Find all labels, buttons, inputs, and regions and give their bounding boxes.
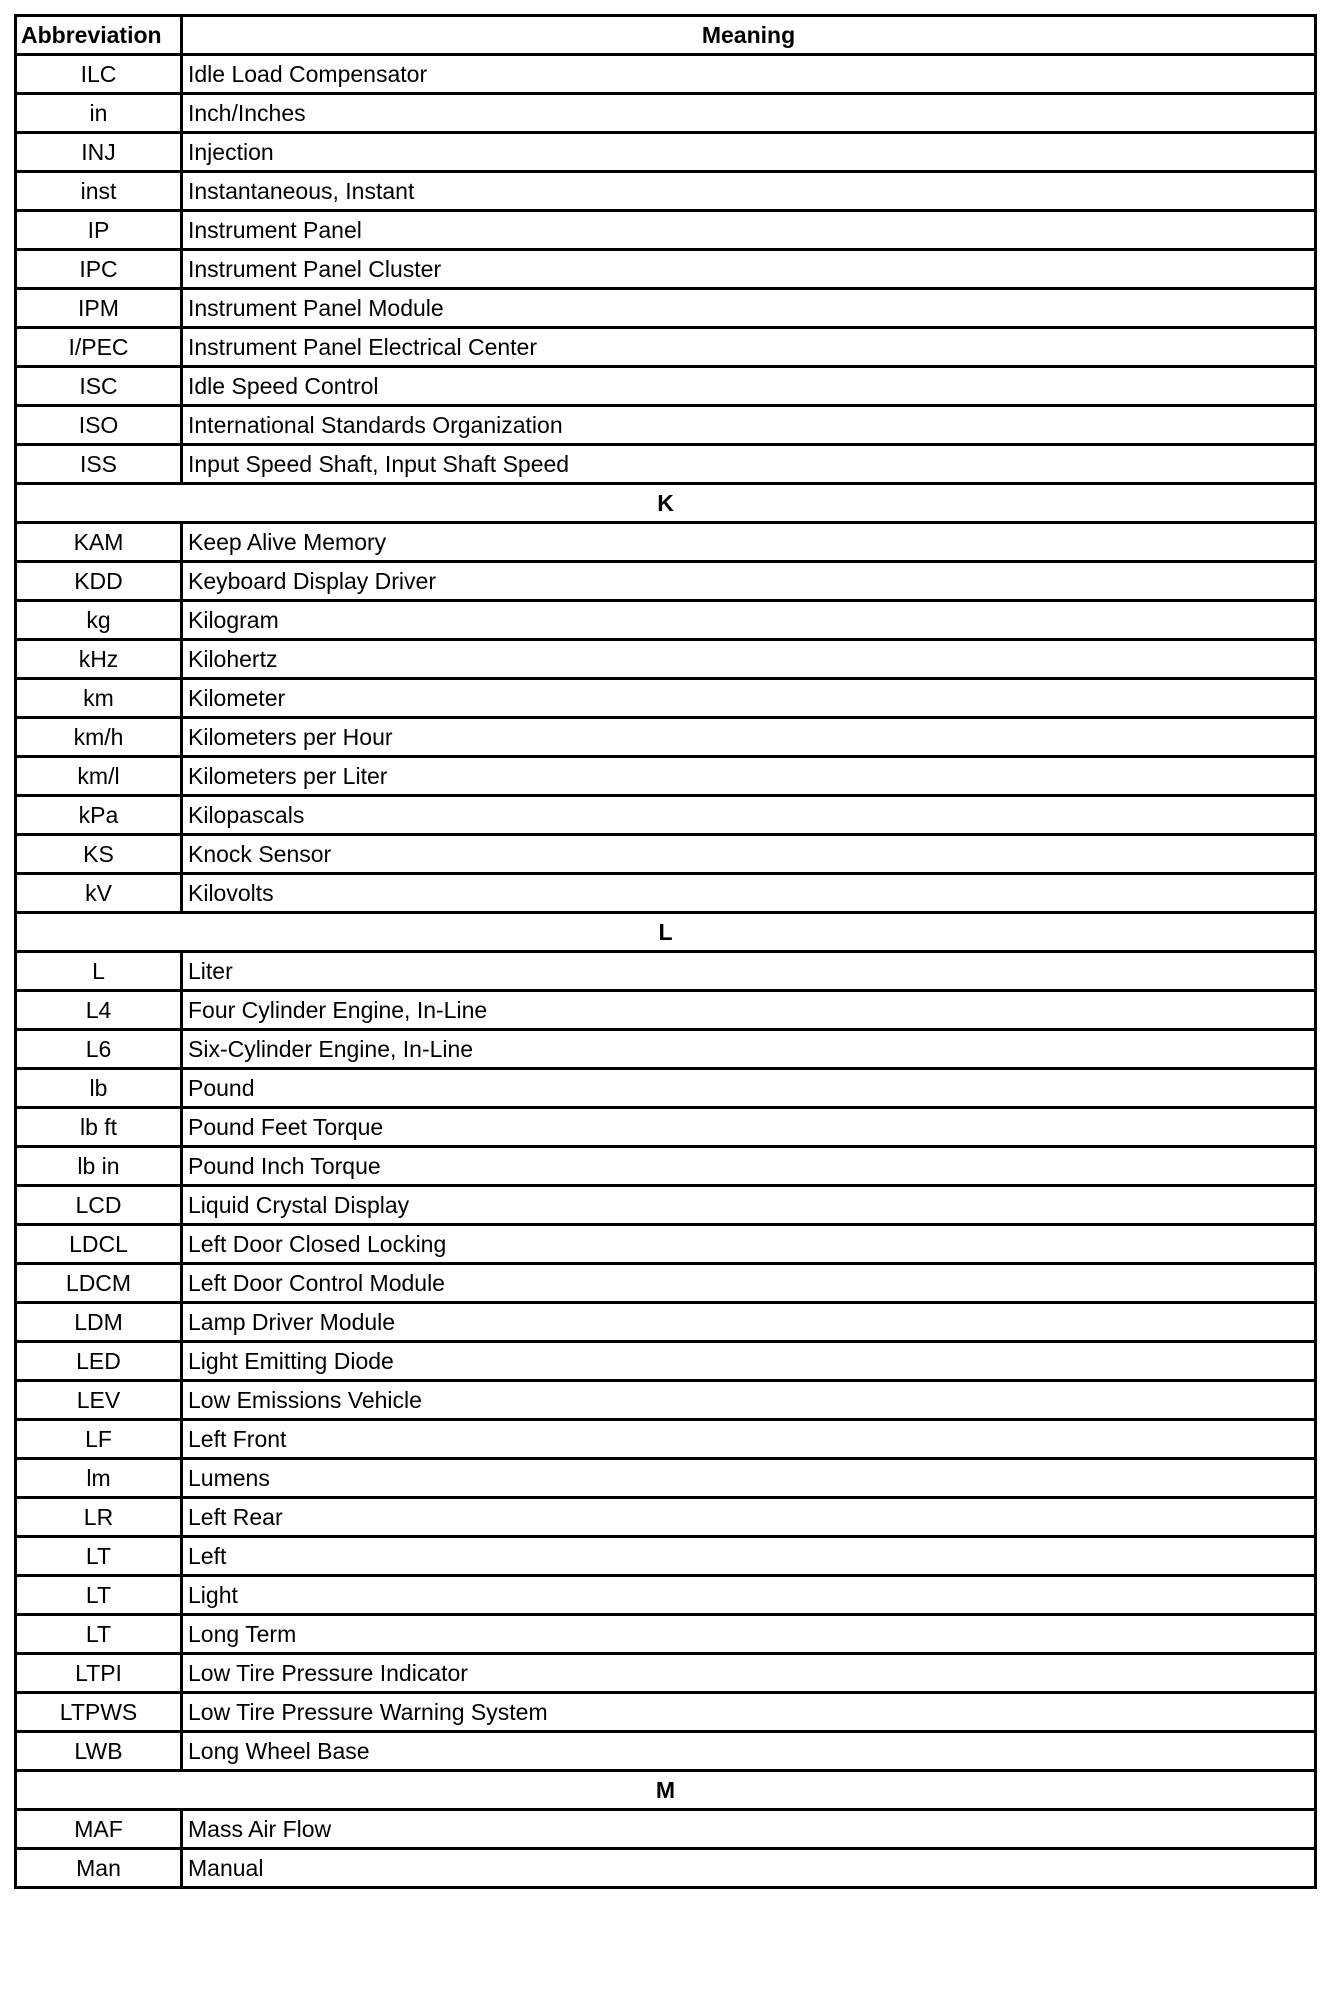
table-row xyxy=(16,367,1316,406)
abbreviation-cell: km/h xyxy=(16,718,182,757)
table-row xyxy=(16,1225,1316,1264)
abbreviation-cell: LT xyxy=(16,1576,182,1615)
table-row xyxy=(16,1459,1316,1498)
table-row xyxy=(16,1537,1316,1576)
abbreviation-table xyxy=(14,14,1317,1889)
table-row xyxy=(16,796,1316,835)
abbreviation-cell: LT xyxy=(16,1615,182,1654)
header-abbreviation: Abbreviation xyxy=(16,16,182,55)
table-row xyxy=(16,1264,1316,1303)
section-row xyxy=(16,484,1316,523)
table-row xyxy=(16,1654,1316,1693)
abbreviation-cell: INJ xyxy=(16,133,182,172)
meaning-cell: Kilovolts xyxy=(182,874,1316,913)
table-body xyxy=(16,55,1316,1888)
abbreviation-cell: LEV xyxy=(16,1381,182,1420)
meaning-cell: Manual xyxy=(182,1849,1316,1888)
abbreviation-cell: LED xyxy=(16,1342,182,1381)
meaning-cell: Left Front xyxy=(182,1420,1316,1459)
meaning-cell: Injection xyxy=(182,133,1316,172)
table-row xyxy=(16,523,1316,562)
meaning-cell: Liter xyxy=(182,952,1316,991)
abbreviation-cell: km/l xyxy=(16,757,182,796)
meaning-cell: Idle Speed Control xyxy=(182,367,1316,406)
table-header-row xyxy=(16,16,1316,55)
abbreviation-cell: kPa xyxy=(16,796,182,835)
meaning-cell: Instantaneous, Instant xyxy=(182,172,1316,211)
abbreviation-cell: MAF xyxy=(16,1810,182,1849)
meaning-cell: Left xyxy=(182,1537,1316,1576)
section-row xyxy=(16,913,1316,952)
abbreviation-cell: LCD xyxy=(16,1186,182,1225)
abbreviation-cell: LTPWS xyxy=(16,1693,182,1732)
table-row xyxy=(16,1186,1316,1225)
meaning-cell: Kilometer xyxy=(182,679,1316,718)
abbreviation-cell: L6 xyxy=(16,1030,182,1069)
meaning-cell: Lumens xyxy=(182,1459,1316,1498)
meaning-cell: Instrument Panel xyxy=(182,211,1316,250)
meaning-cell: Kilometers per Hour xyxy=(182,718,1316,757)
table-row xyxy=(16,601,1316,640)
abbreviation-cell: IP xyxy=(16,211,182,250)
meaning-cell: Pound Inch Torque xyxy=(182,1147,1316,1186)
section-letter: L xyxy=(16,913,1316,952)
meaning-cell: Left Door Closed Locking xyxy=(182,1225,1316,1264)
table-row xyxy=(16,1303,1316,1342)
meaning-cell: Pound Feet Torque xyxy=(182,1108,1316,1147)
meaning-cell: Knock Sensor xyxy=(182,835,1316,874)
table-row xyxy=(16,562,1316,601)
table-row xyxy=(16,1381,1316,1420)
table-row xyxy=(16,757,1316,796)
meaning-cell: Idle Load Compensator xyxy=(182,55,1316,94)
abbreviation-cell: LDM xyxy=(16,1303,182,1342)
table-row xyxy=(16,211,1316,250)
table-row xyxy=(16,640,1316,679)
table-row xyxy=(16,133,1316,172)
meaning-cell: Left Door Control Module xyxy=(182,1264,1316,1303)
meaning-cell: Input Speed Shaft, Input Shaft Speed xyxy=(182,445,1316,484)
abbreviation-cell: LDCM xyxy=(16,1264,182,1303)
table-row xyxy=(16,406,1316,445)
abbreviation-cell: Man xyxy=(16,1849,182,1888)
meaning-cell: Six-Cylinder Engine, In-Line xyxy=(182,1030,1316,1069)
abbreviation-cell: in xyxy=(16,94,182,133)
abbreviation-cell: inst xyxy=(16,172,182,211)
meaning-cell: Left Rear xyxy=(182,1498,1316,1537)
meaning-cell: Liquid Crystal Display xyxy=(182,1186,1316,1225)
table-row xyxy=(16,718,1316,757)
table-row xyxy=(16,1732,1316,1771)
abbreviation-cell: LF xyxy=(16,1420,182,1459)
table-row xyxy=(16,991,1316,1030)
table-row xyxy=(16,172,1316,211)
abbreviation-cell: LR xyxy=(16,1498,182,1537)
table-row xyxy=(16,94,1316,133)
table-row xyxy=(16,1693,1316,1732)
table-row xyxy=(16,1069,1316,1108)
abbreviation-cell: ISS xyxy=(16,445,182,484)
meaning-cell: Light Emitting Diode xyxy=(182,1342,1316,1381)
abbreviation-cell: lb in xyxy=(16,1147,182,1186)
abbreviation-cell: kg xyxy=(16,601,182,640)
meaning-cell: Instrument Panel Cluster xyxy=(182,250,1316,289)
abbreviation-cell: LT xyxy=(16,1537,182,1576)
table-row xyxy=(16,1615,1316,1654)
abbreviation-cell: LTPI xyxy=(16,1654,182,1693)
abbreviation-cell: L4 xyxy=(16,991,182,1030)
abbreviation-cell: IPM xyxy=(16,289,182,328)
abbreviation-cell: L xyxy=(16,952,182,991)
meaning-cell: Light xyxy=(182,1576,1316,1615)
meaning-cell: Kilogram xyxy=(182,601,1316,640)
abbreviation-cell: I/PEC xyxy=(16,328,182,367)
table-row xyxy=(16,1849,1316,1888)
abbreviation-cell: lm xyxy=(16,1459,182,1498)
table-row xyxy=(16,1420,1316,1459)
table-row xyxy=(16,250,1316,289)
abbreviation-cell: ILC xyxy=(16,55,182,94)
meaning-cell: Lamp Driver Module xyxy=(182,1303,1316,1342)
section-row xyxy=(16,1771,1316,1810)
section-letter: K xyxy=(16,484,1316,523)
meaning-cell: Inch/Inches xyxy=(182,94,1316,133)
abbreviation-cell: KAM xyxy=(16,523,182,562)
abbreviation-cell: IPC xyxy=(16,250,182,289)
meaning-cell: Long Wheel Base xyxy=(182,1732,1316,1771)
table-row xyxy=(16,289,1316,328)
abbreviation-cell: KS xyxy=(16,835,182,874)
abbreviation-cell: LDCL xyxy=(16,1225,182,1264)
section-letter: M xyxy=(16,1771,1316,1810)
abbreviation-cell: ISO xyxy=(16,406,182,445)
abbreviation-cell: KDD xyxy=(16,562,182,601)
meaning-cell: Low Tire Pressure Warning System xyxy=(182,1693,1316,1732)
meaning-cell: Pound xyxy=(182,1069,1316,1108)
abbreviation-cell: LWB xyxy=(16,1732,182,1771)
table-row xyxy=(16,1576,1316,1615)
meaning-cell: Kilohertz xyxy=(182,640,1316,679)
abbreviation-cell: kHz xyxy=(16,640,182,679)
abbreviation-cell: lb ft xyxy=(16,1108,182,1147)
table-row xyxy=(16,1498,1316,1537)
meaning-cell: Keyboard Display Driver xyxy=(182,562,1316,601)
meaning-cell: International Standards Organization xyxy=(182,406,1316,445)
abbreviation-cell: km xyxy=(16,679,182,718)
table-row xyxy=(16,679,1316,718)
table-row xyxy=(16,874,1316,913)
meaning-cell: Kilopascals xyxy=(182,796,1316,835)
table-row xyxy=(16,835,1316,874)
table-row xyxy=(16,445,1316,484)
meaning-cell: Instrument Panel Electrical Center xyxy=(182,328,1316,367)
table-row xyxy=(16,1030,1316,1069)
table-row xyxy=(16,1108,1316,1147)
table-row xyxy=(16,952,1316,991)
meaning-cell: Long Term xyxy=(182,1615,1316,1654)
meaning-cell: Keep Alive Memory xyxy=(182,523,1316,562)
meaning-cell: Low Tire Pressure Indicator xyxy=(182,1654,1316,1693)
abbreviation-cell: kV xyxy=(16,874,182,913)
meaning-cell: Mass Air Flow xyxy=(182,1810,1316,1849)
table-row xyxy=(16,1147,1316,1186)
meaning-cell: Instrument Panel Module xyxy=(182,289,1316,328)
meaning-cell: Four Cylinder Engine, In-Line xyxy=(182,991,1316,1030)
table-row xyxy=(16,1810,1316,1849)
abbreviation-cell: ISC xyxy=(16,367,182,406)
meaning-cell: Low Emissions Vehicle xyxy=(182,1381,1316,1420)
abbreviation-cell: lb xyxy=(16,1069,182,1108)
meaning-cell: Kilometers per Liter xyxy=(182,757,1316,796)
table-row xyxy=(16,1342,1316,1381)
table-row xyxy=(16,55,1316,94)
table-row xyxy=(16,328,1316,367)
header-meaning: Meaning xyxy=(182,16,1316,55)
